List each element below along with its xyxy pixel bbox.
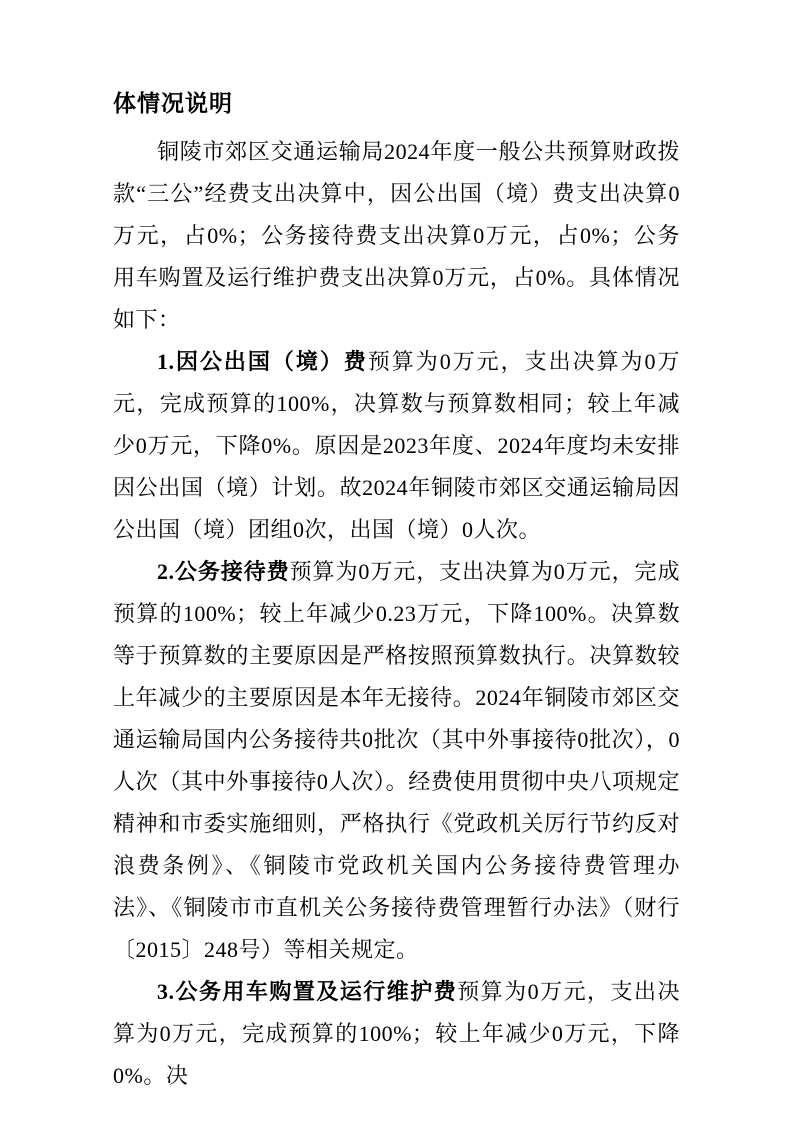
document-body <box>113 131 680 1097</box>
paragraph-lead-bold: 1.因公出国（境）费 <box>157 349 368 374</box>
paragraph-text: 预算为0万元，支出决算为0万元，完成预算的100%；较上年减少0.23万元，下降100%。决算数等于预算数的主要原因是严格按照预算数执行。决算数较上年减少的主要原因是本年无接待。2024年铜陵市郊区交通运输局国内公务接待共0批次（其中外事接待0批次），0人次（其中外事接待0人次）。经费使用贯彻中央八项规定精神和市委实施细则，严格执行《党政机关厉行节约反对浪费条例》、《铜陵市党政机关国内公务接待费管理办法》、《铜陵市市直机关公务接待费管理暂行办法》（财行〔2015〕248号）等相关规定。 <box>113 559 680 962</box>
paragraph <box>113 971 680 1097</box>
paragraph-lead-bold: 2.公务接待费 <box>157 559 290 584</box>
paragraph-text: 预算为0万元，支出决算为0万元，完成预算的100%；较上年减少0万元，下降0%。决 <box>113 979 680 1088</box>
document-content <box>113 83 680 1097</box>
paragraph <box>113 341 680 551</box>
paragraph-text: 铜陵市郊区交通运输局2024年度一般公共预算财政拨款“三公”经费支出决算中，因公出国（境）费支出决算0万元，占0%；公务接待费支出决算0万元，占0%；公务用车购置及运行维护费支出决算0万元，占0%。具体情况如下： <box>113 139 680 332</box>
paragraph <box>113 131 680 341</box>
paragraph <box>113 551 680 971</box>
paragraph-lead-bold: 3.公务用车购置及运行维护费 <box>157 979 458 1004</box>
document-heading: 体情况说明 <box>113 91 233 116</box>
paragraph-text: 预算为0万元，支出决算为0万元，完成预算的100%，决算数与预算数相同；较上年减少0万元，下降0%。原因是2023年度、2024年度均未安排因公出国（境）计划。故2024年铜陵市郊区交通运输局因公出国（境）团组0次，出国（境）0人次。 <box>113 349 680 542</box>
